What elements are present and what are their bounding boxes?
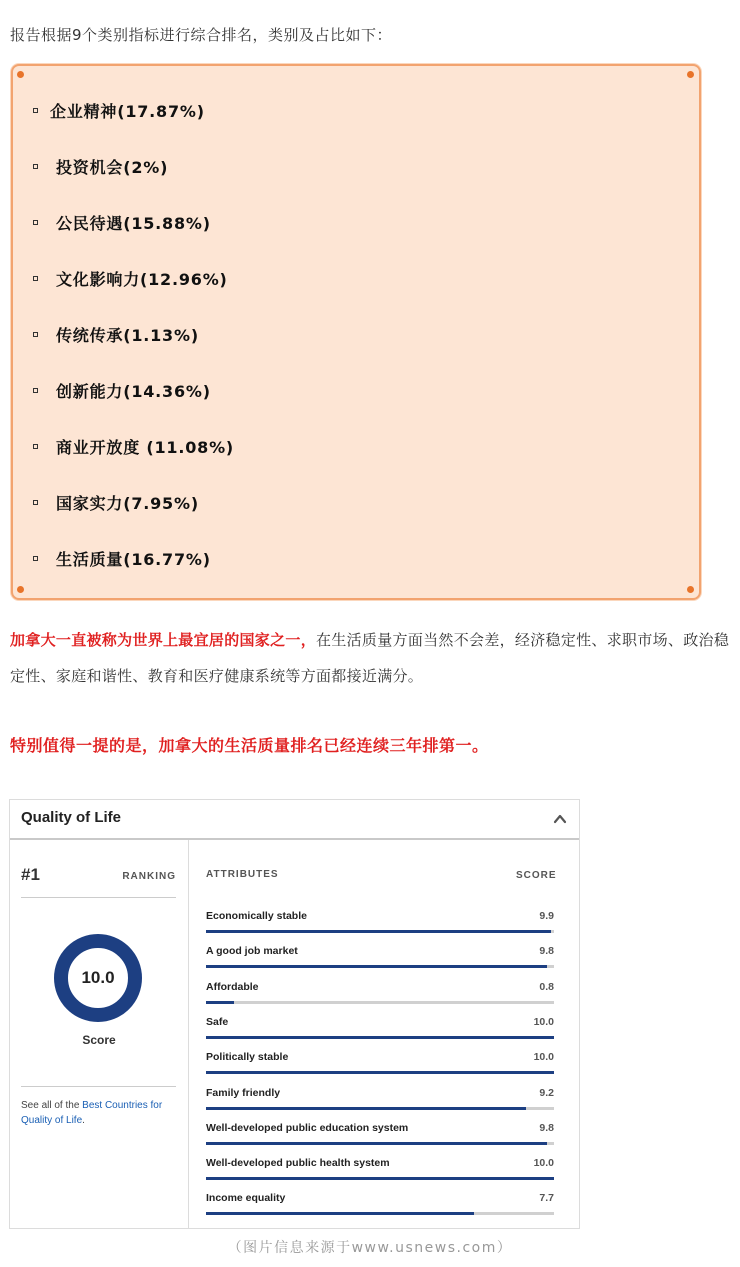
score-bar-fill xyxy=(206,1177,554,1180)
attribute-score: 9.8 xyxy=(539,1121,554,1134)
attribute-row xyxy=(206,910,554,940)
category-item xyxy=(33,491,199,514)
category-item xyxy=(33,155,168,178)
attribute-name: Well-developed public education system xyxy=(206,1121,409,1134)
score-header: SCORE xyxy=(516,870,557,881)
widget-title: Quality of Life xyxy=(21,809,122,826)
category-label: 企业精神(17.87%) xyxy=(50,102,205,121)
score-bar-fill xyxy=(206,965,547,968)
attribute-score: 9.2 xyxy=(539,1086,554,1099)
score-bar-fill xyxy=(206,930,551,933)
attribute-score: 10.0 xyxy=(533,1051,554,1064)
quality-of-life-widget xyxy=(9,799,580,1229)
score-bar-fill xyxy=(206,1107,526,1110)
see-all-suffix: . xyxy=(82,1115,85,1126)
see-all-prefix: See all of the xyxy=(21,1100,83,1111)
rank-number: #1 xyxy=(21,865,40,884)
score-bar-track xyxy=(206,1071,554,1074)
category-item xyxy=(33,323,199,346)
attribute-name: Income equality xyxy=(206,1192,286,1205)
attribute-score: 9.9 xyxy=(539,910,554,922)
category-item xyxy=(33,211,211,234)
canada-paragraph xyxy=(10,622,730,694)
bullet-icon xyxy=(33,276,38,281)
bullet-icon xyxy=(33,556,38,561)
source-caption: （图片信息来源于www.usnews.com） xyxy=(227,1240,513,1256)
attribute-score: 10.0 xyxy=(533,1015,554,1028)
chevron-up-icon[interactable] xyxy=(553,812,567,826)
score-bar-track xyxy=(206,930,554,933)
score-bar-track xyxy=(206,1107,554,1110)
score-bar-fill xyxy=(206,1001,234,1004)
score-bar-track xyxy=(206,1142,554,1145)
ranking-panel xyxy=(10,840,189,1229)
score-bar-fill xyxy=(206,1036,554,1039)
score-bar-track xyxy=(206,1212,554,1215)
score-label: Score xyxy=(82,1033,116,1047)
score-bar-track xyxy=(206,965,554,968)
attribute-row xyxy=(206,1016,554,1046)
bullet-icon xyxy=(33,500,38,505)
category-label: 商业开放度 (11.08%) xyxy=(56,438,235,457)
corner-dot xyxy=(17,71,24,78)
attributes-header: ATTRIBUTES xyxy=(206,869,279,880)
score-bar-fill xyxy=(206,1212,474,1215)
rank-label: RANKING xyxy=(122,871,176,882)
corner-dot xyxy=(687,71,694,78)
best-countries-link[interactable]: Best Countries for Quality of Life xyxy=(21,1100,163,1126)
bullet-icon xyxy=(33,388,38,393)
category-label: 投资机会(2%) xyxy=(56,158,169,177)
category-label: 传统传承(1.13%) xyxy=(56,326,199,345)
category-label: 文化影响力(12.96%) xyxy=(56,270,228,289)
attribute-row xyxy=(206,945,554,975)
corner-dot xyxy=(687,586,694,593)
paragraph-text: 在生活质量方面当然不会差，经济稳定性、求职市场、政治稳定性、家庭和谐性、教育和医疗健康系统等方面都接近满分。 xyxy=(10,631,730,685)
attribute-name: Politically stable xyxy=(206,1051,289,1064)
see-all-text xyxy=(21,1098,181,1128)
category-item xyxy=(33,547,211,570)
attribute-score: 0.8 xyxy=(539,980,554,993)
bullet-icon xyxy=(33,108,38,113)
score-bar-track xyxy=(206,1177,554,1180)
attribute-name: A good job market xyxy=(206,945,298,958)
category-label: 国家实力(7.95%) xyxy=(56,494,199,513)
attribute-row xyxy=(206,1087,554,1117)
score-bar-track xyxy=(206,1001,554,1004)
attribute-score: 7.7 xyxy=(539,1192,554,1205)
corner-dot xyxy=(17,586,24,593)
category-label: 公民待遇(15.88%) xyxy=(56,214,211,233)
attribute-row xyxy=(206,1122,554,1152)
attribute-name: Affordable xyxy=(206,980,259,993)
category-box xyxy=(11,64,701,600)
category-label: 生活质量(16.77%) xyxy=(56,550,211,569)
bullet-icon xyxy=(33,220,38,225)
category-item xyxy=(33,435,234,458)
attribute-score: 9.8 xyxy=(539,945,554,958)
attribute-row xyxy=(206,1192,554,1222)
bullet-icon xyxy=(33,444,38,449)
attribute-row xyxy=(206,1157,554,1187)
score-bar-fill xyxy=(206,1071,554,1074)
attribute-name: Well-developed public health system xyxy=(206,1157,390,1170)
category-label: 创新能力(14.36%) xyxy=(56,382,211,401)
category-item xyxy=(33,379,211,402)
attribute-row xyxy=(206,1051,554,1081)
score-bar-fill xyxy=(206,1142,547,1145)
attribute-score: 10.0 xyxy=(533,1157,554,1170)
widget-header[interactable] xyxy=(10,800,579,840)
attribute-name: Economically stable xyxy=(206,910,307,922)
score-bar-track xyxy=(206,1036,554,1039)
score-value: 10.0 xyxy=(81,968,115,987)
intro-text: 报告根据9个类别指标进行综合排名，类别及占比如下： xyxy=(10,26,393,44)
highlight-text: 加拿大一直被称为世界上最宜居的国家之一， xyxy=(10,631,317,649)
attribute-name: Family friendly xyxy=(206,1086,281,1099)
bullet-icon xyxy=(33,164,38,169)
category-item xyxy=(33,267,228,290)
attribute-row xyxy=(206,981,554,1011)
highlight-paragraph: 特别值得一提的是，加拿大的生活质量排名已经连续三年排第一。 xyxy=(10,736,489,755)
category-item xyxy=(33,99,205,122)
bullet-icon xyxy=(33,332,38,337)
divider xyxy=(21,1086,176,1087)
attribute-name: Safe xyxy=(206,1015,229,1028)
divider xyxy=(21,897,176,898)
